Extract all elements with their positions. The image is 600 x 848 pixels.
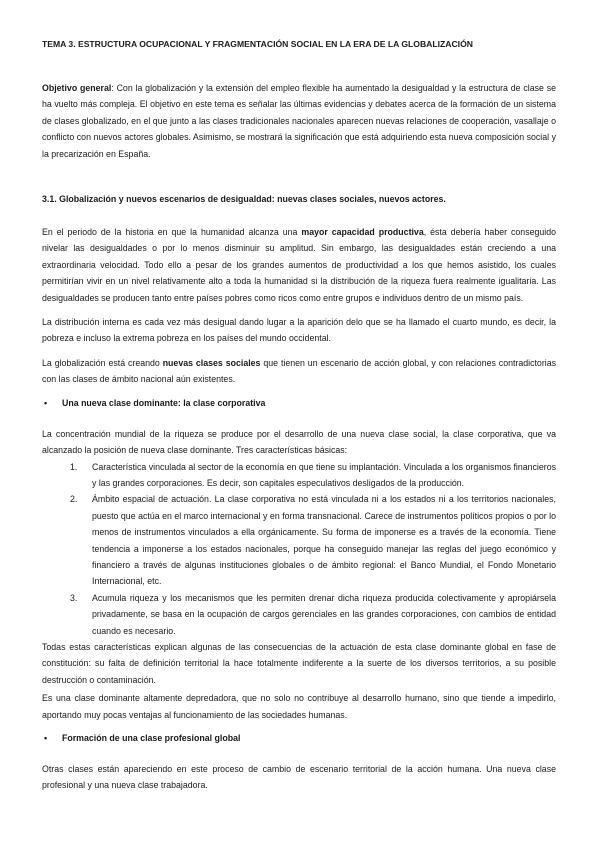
objective-text: : Con la globalización y la extensión del empleo flexible ha aumentado la desigualdad y la estructura de clase se ha vuelto más compleja. El objetivo en este tema es señalar las últimas evidencias y debates acerca de la formación de un sistema de clases globalizado, en el que junto a las clases tradicionales nacionales aparecen nuevas relaciones de cooperación, vasallaje o conflicto con nuevos actores globales. Asimismo, se mostrará la significación que está adquiriendo esta nueva composición social y la precarización en España. [42, 83, 557, 159]
document-title: TEMA 3. ESTRUCTURA OCUPACIONAL Y FRAGMENTACIÓN SOCIAL EN LA ERA DE LA GLOBALIZACIÓN [42, 39, 473, 49]
paragraph-other-classes: Otras clases están apareciendo en este proceso de cambio de escenario territorial de la acción humana. Una nueva clase profesional y una nueva clase trabajadora. [42, 764, 556, 791]
paragraph-inequality [42, 224, 556, 306]
section-heading: 3.1. Globalización y nuevos escenarios de desigualdad: nuevas clases sociales, nuevos actores. [42, 194, 446, 205]
document-body [42, 38, 556, 794]
bullet-dot-icon: • [44, 397, 48, 408]
bullet-professional-class [42, 731, 556, 745]
list-item-text: Ámbito espacial de actuación. La clase corporativa no está vinculada ni a los estados ni a los territorios nacionales, puesto que actúa en el marco internacional y en forma transnacional. Carece de instrumentos políticos propios o por lo menos de instrumentos vinculados a ella orgánicamente. Su forma de imponerse es a través de la economía. Tiene tendencia a imponerse a los estados nacionales, porque ha conseguido manejar las reglas del juego económico y financiero a través de algunas instituciones globales o de ámbito regional: el Banco Mundial, el Fondo Monetario Internacional, etc. [92, 494, 556, 587]
list-item-text: Acumula riqueza y los mecanismos que les permiten drenar dicha riqueza producida colectivamente y apropiársela privadamente, se basa en la ocupación de cargos gerenciales en las grandes corporaciones, con cambios de entidad cuando es necesario. [92, 592, 556, 636]
bullet-dot-icon: • [44, 733, 48, 743]
list-item-text: Característica vinculada al sector de la economía en que tiene su implantación. Vinculada a los organismos financieros y las grandes corporaciones. Es decir, son capitales especulativos desligados de la producción. [92, 461, 556, 488]
paragraph-new-classes [42, 355, 556, 388]
p1-text-end: , ésta debería haber conseguido nivelar las desigualdades o por lo menos disminuir su amplitud. Sin embargo, las desigualdades están creciendo a una extraordinaria velocidad. Todo ello a pesar de los grandes aumentos de productividad a los que hemos asistido, los cuales permitirían vivir en un nivel relativamente alto a toda la humanidad si la distribución de la riqueza fuera realmente igualitaria. Las desigualdades se producen tanto entre países pobres como ricos como entre grupos e individuos dentro de un mismo país. [42, 227, 557, 303]
objective-label: Objetivo general [42, 83, 112, 93]
list-item-number: 1. [70, 461, 78, 472]
bullet-professional-class-label: Formación de una clase profesional global [62, 733, 241, 743]
paragraph-predatory: Es una clase dominante altamente depredadora, que no solo no contribuye al desarrollo humano, sino que tiende a impedirlo, aportando muy pocas ventajas al funcionamiento de las sociedades humanas. [42, 693, 556, 720]
paragraph-fourth-world: La distribución interna es cada vez más desigual dando lugar a la aparición delo que se ha llamado el cuarto mundo, es decir, la pobreza e incluso la extrema pobreza en los países del mundo occidental. [42, 317, 556, 344]
list-item [42, 459, 556, 492]
list-item [42, 491, 556, 589]
p3-bold: nuevas clases sociales [162, 357, 261, 368]
p1-bold: mayor capacidad productiva [301, 227, 424, 238]
paragraph-concentration: La concentración mundial de la riqueza se produce por el desarrollo de una nueva clase social, la clase corporativa, que va alcanzado la posición de nueva clase dominante. Tres características básicas: [42, 428, 556, 456]
p3-text-start: La globalización está creando [42, 357, 163, 368]
p3-text-end: que tienen un escenario de acción global, y con relaciones contradictorias con las clases de ámbito nacional aún existentes. [42, 357, 556, 385]
bullet-corporate-class [42, 396, 556, 410]
paragraph-consequences: Todas estas características explican algunas de las consecuencias de la actuación de esta clase dominante global en fase de constitución: su falta de definición territorial la hace totalmente indiferente a la suerte de los diversos territorios, a su posible destrucción o contaminación. [42, 641, 556, 685]
p1-text-start: En el periodo de la historia en que la humanidad alcanza una [42, 227, 302, 238]
bullet-corporate-class-label: Una nueva clase dominante: la clase corporativa [62, 397, 266, 408]
list-item [42, 590, 556, 639]
objective-paragraph [42, 80, 556, 162]
list-item-number: 3. [70, 592, 78, 603]
characteristics-list [42, 459, 556, 639]
list-item-number: 2. [70, 494, 78, 505]
